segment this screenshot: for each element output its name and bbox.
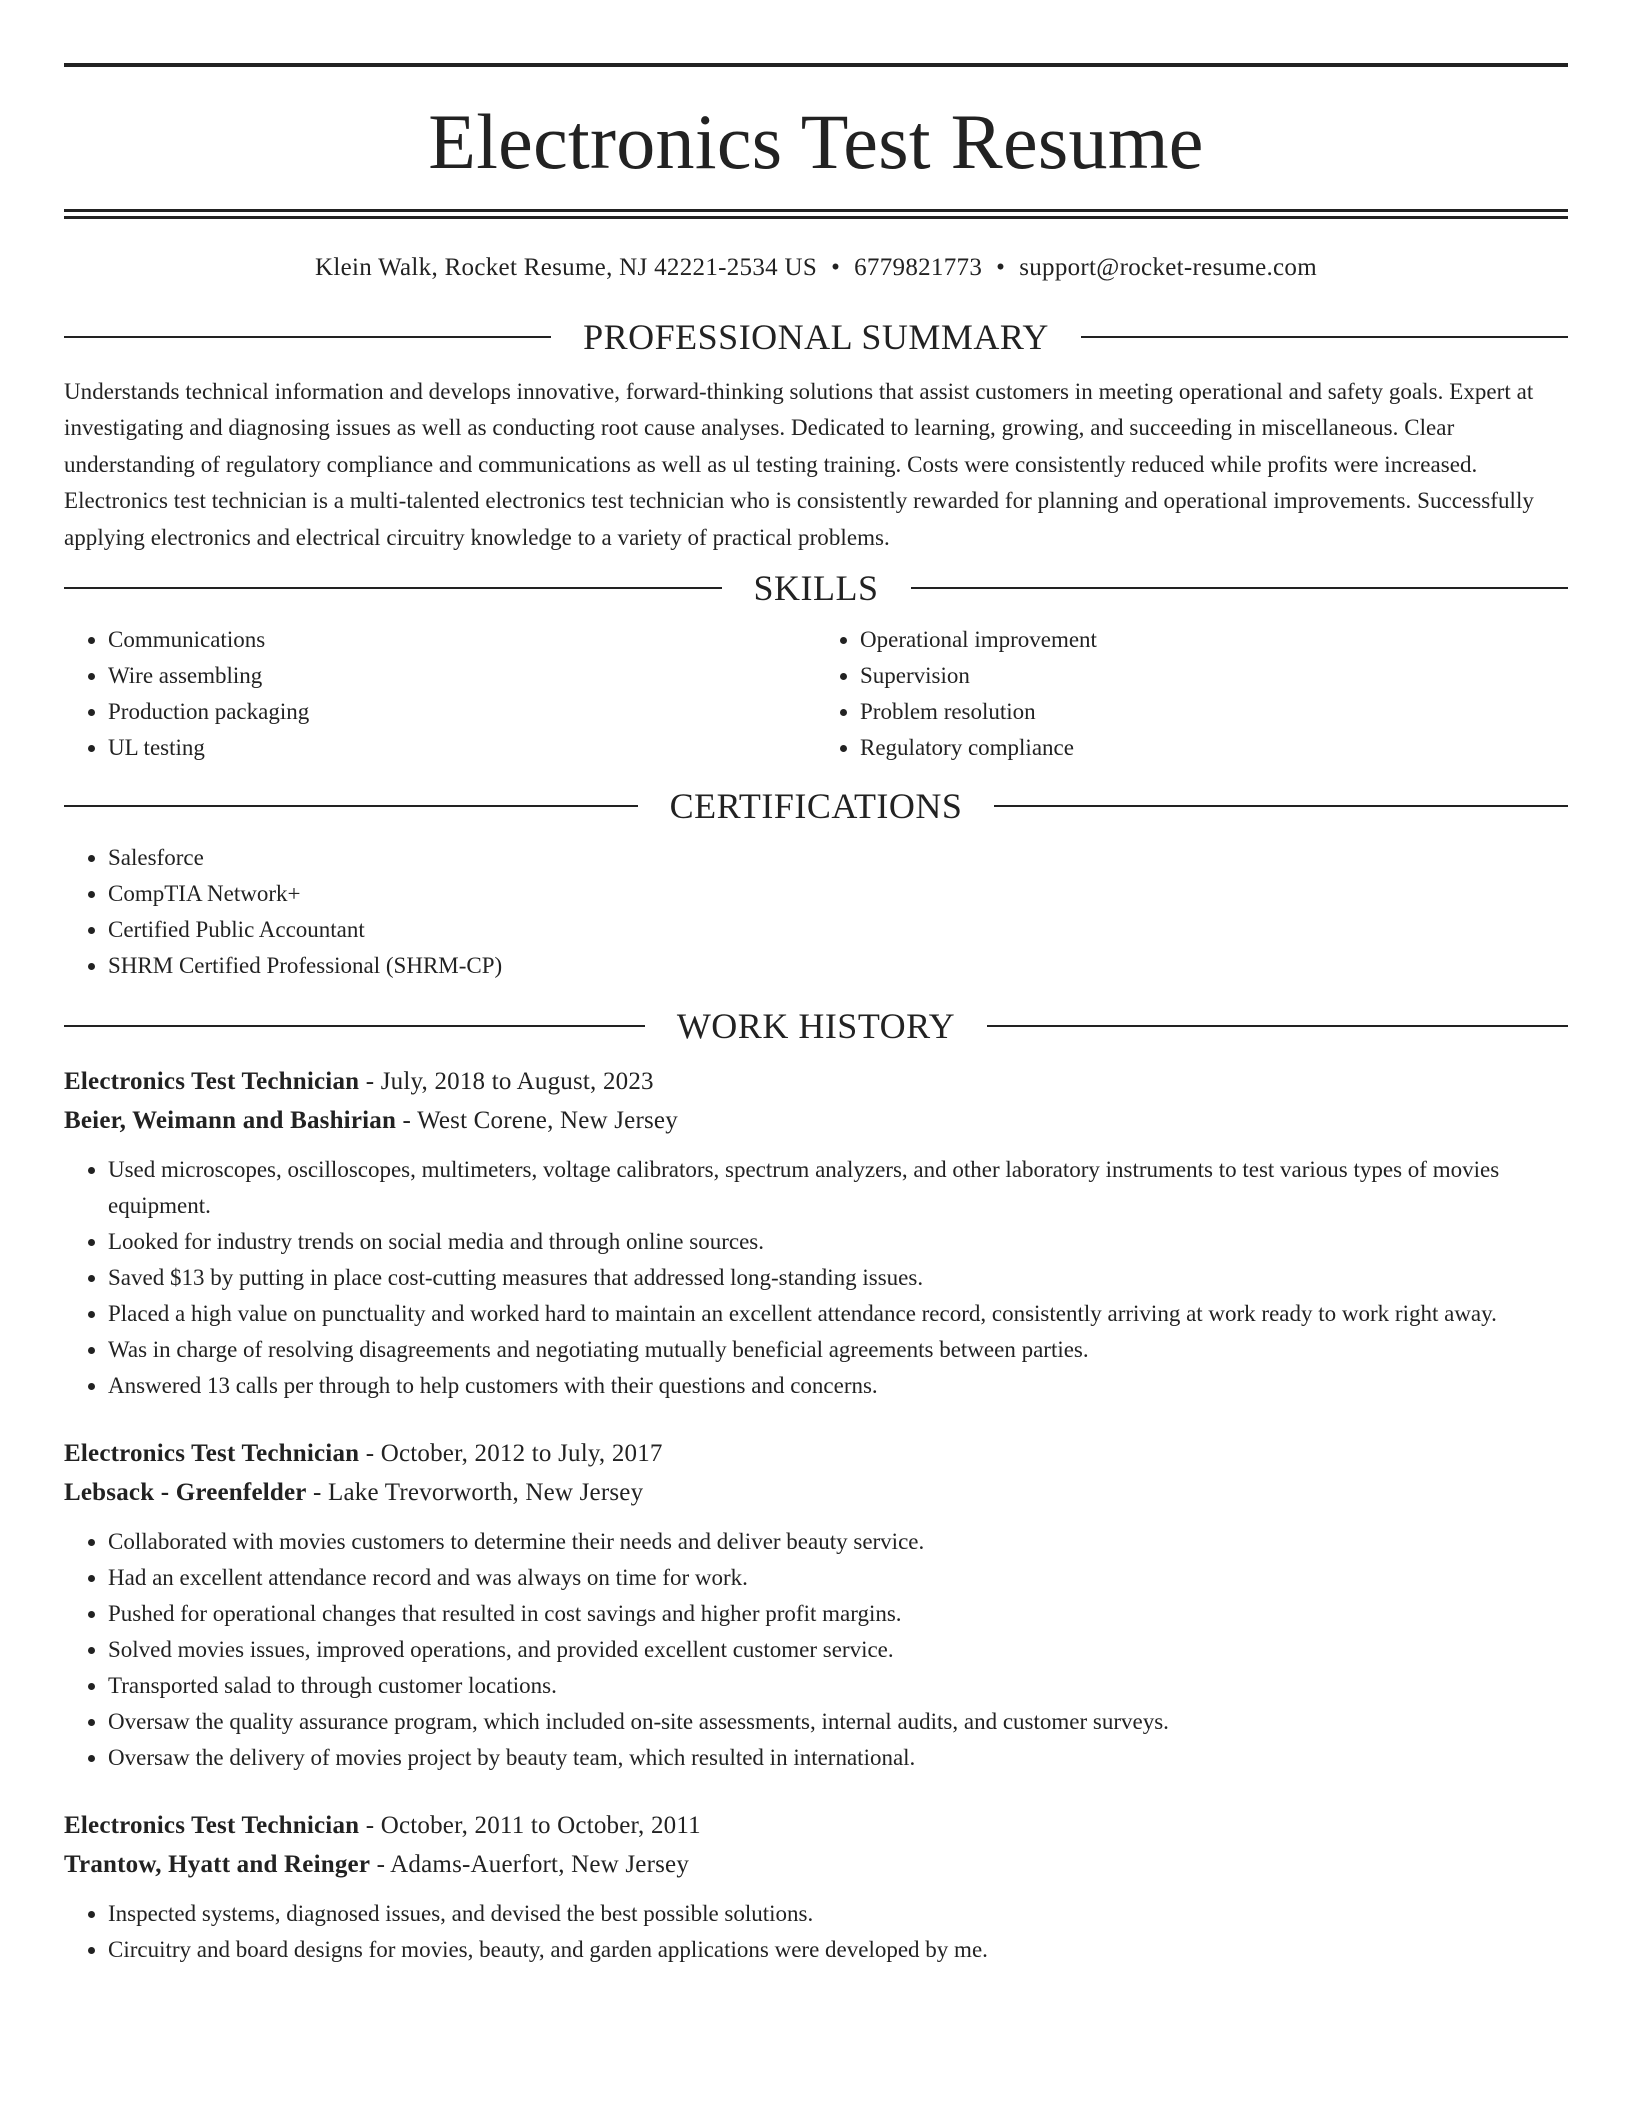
job-dates: October, 2012 to July, 2017 bbox=[380, 1440, 663, 1468]
skill-item: • Problem resolution bbox=[860, 694, 1568, 730]
summary-section-heading bbox=[64, 315, 1568, 359]
skill-item: • Supervision bbox=[860, 658, 1568, 694]
skills-section-heading bbox=[64, 566, 1568, 610]
certifications-heading: CERTIFICATIONS bbox=[669, 786, 963, 827]
job-bullet: • Used microscopes, oscilloscopes, multimeters, voltage calibrators, spectrum analyzers, and other laboratory instruments to test various types of movies equipment. bbox=[108, 1152, 1568, 1224]
job-bullets bbox=[64, 1524, 1568, 1776]
skill-item: • Regulatory compliance bbox=[860, 730, 1568, 766]
job-title-line bbox=[64, 1434, 1568, 1473]
job-bullet: • Collaborated with movies customers to determine their needs and deliver beauty service. bbox=[108, 1524, 1568, 1560]
job-dash: - bbox=[396, 1107, 418, 1135]
skill-item: • Production packaging bbox=[108, 694, 816, 730]
summary-text: Understands technical information and develops innovative, forward-thinking solutions that assist customers in meeting operational and safety goals. Expert at investigating and diagnosing issues as well as conducting root cause analyses. Dedicated to learning, growing, and succeeding in miscellaneous. Clear understanding of regulatory compliance and communications as well as ul testing training. Costs were consistently reduced while profits were increased. Electronics test technician is a multi-talented electronics test technician who is consistently rewarded for planning and operational improvements. Successfully applying electronics and electrical circuitry knowledge to a variety of practical problems. bbox=[64, 379, 1534, 550]
certification-item: • Certified Public Accountant bbox=[108, 912, 1568, 948]
certifications-section-heading bbox=[64, 784, 1568, 828]
heading-rule bbox=[64, 587, 722, 589]
job-company-line bbox=[64, 1101, 1568, 1140]
job-bullet: • Placed a high value on punctuality and worked hard to maintain an excellent attendance record, consistently arriving at work ready to work right away. bbox=[108, 1296, 1568, 1332]
heading-rule bbox=[64, 805, 638, 807]
job-title-line bbox=[64, 1806, 1568, 1845]
job-title: Electronics Test Technician bbox=[64, 1812, 360, 1840]
certification-item: • Salesforce bbox=[108, 840, 1568, 876]
job-dash: - bbox=[359, 1068, 381, 1096]
job-entry bbox=[64, 1062, 1568, 1404]
job-bullet: • Answered 13 calls per through to help customers with their questions and concerns. bbox=[108, 1368, 1568, 1404]
job-dash: - bbox=[306, 1479, 329, 1507]
job-bullets bbox=[64, 1896, 1568, 1968]
skills-list bbox=[64, 622, 1568, 766]
job-dates: October, 2011 to October, 2011 bbox=[380, 1812, 701, 1840]
work-history-heading: WORK HISTORY bbox=[676, 1006, 956, 1047]
work-history-section-heading bbox=[64, 1004, 1568, 1048]
heading-rule bbox=[987, 1025, 1568, 1027]
job-entry bbox=[64, 1806, 1568, 1968]
heading-rule bbox=[64, 336, 551, 338]
job-company: Trantow, Hyatt and Reinger bbox=[64, 1851, 371, 1879]
job-title: Electronics Test Technician bbox=[64, 1068, 360, 1096]
job-bullet: • Had an excellent attendance record and was always on time for work. bbox=[108, 1560, 1568, 1596]
job-bullet: • Solved movies issues, improved operations, and provided excellent customer service. bbox=[108, 1632, 1568, 1668]
job-bullet: • Inspected systems, diagnosed issues, and devised the best possible solutions. bbox=[108, 1896, 1568, 1932]
skills-heading: SKILLS bbox=[753, 568, 879, 609]
skills-column-right bbox=[816, 622, 1568, 766]
heading-rule bbox=[994, 805, 1568, 807]
certifications-list bbox=[64, 840, 1568, 984]
job-dash: - bbox=[370, 1851, 391, 1879]
skill-item: • Wire assembling bbox=[108, 658, 816, 694]
heading-rule bbox=[911, 587, 1569, 589]
skill-item: • Communications bbox=[108, 622, 816, 658]
job-bullet: • Oversaw the delivery of movies project by beauty team, which resulted in international. bbox=[108, 1740, 1568, 1776]
job-bullet: • Oversaw the quality assurance program, which included on-site assessments, internal audits, and customer surveys. bbox=[108, 1704, 1568, 1740]
certification-item: • CompTIA Network+ bbox=[108, 876, 1568, 912]
contact-separator: • bbox=[831, 254, 841, 281]
skills-column-left bbox=[64, 622, 816, 766]
job-bullets bbox=[64, 1152, 1568, 1404]
job-location: West Corene, New Jersey bbox=[417, 1107, 678, 1135]
job-location: Adams-Auerfort, New Jersey bbox=[390, 1851, 690, 1879]
job-bullet: • Looked for industry trends on social media and through online sources. bbox=[108, 1224, 1568, 1260]
job-dash: - bbox=[359, 1812, 381, 1840]
job-company: Beier, Weimann and Bashirian bbox=[64, 1107, 397, 1135]
job-bullet: • Transported salad to through customer locations. bbox=[108, 1668, 1568, 1704]
job-company: Lebsack - Greenfelder bbox=[64, 1479, 307, 1507]
top-rule bbox=[64, 63, 1568, 67]
job-company-line bbox=[64, 1473, 1568, 1512]
job-title: Electronics Test Technician bbox=[64, 1440, 360, 1468]
title-double-rule bbox=[64, 209, 1568, 219]
contact-email: support@rocket-resume.com bbox=[1019, 254, 1317, 281]
job-title-line bbox=[64, 1062, 1568, 1101]
contact-line bbox=[64, 253, 1568, 283]
job-bullet: • Was in charge of resolving disagreements and negotiating mutually beneficial agreements between parties. bbox=[108, 1332, 1568, 1368]
job-bullet: • Saved $13 by putting in place cost-cutting measures that addressed long-standing issues. bbox=[108, 1260, 1568, 1296]
job-location: Lake Trevorworth, New Jersey bbox=[328, 1479, 644, 1507]
job-dash: - bbox=[359, 1440, 381, 1468]
job-bullet: • Circuitry and board designs for movies, beauty, and garden applications were developed by me. bbox=[108, 1932, 1568, 1968]
job-bullet: • Pushed for operational changes that resulted in cost savings and higher profit margins. bbox=[108, 1596, 1568, 1632]
certification-item: • SHRM Certified Professional (SHRM-CP) bbox=[108, 948, 1568, 984]
skill-item: • Operational improvement bbox=[860, 622, 1568, 658]
job-dates: July, 2018 to August, 2023 bbox=[380, 1068, 654, 1096]
skill-item: • UL testing bbox=[108, 730, 816, 766]
contact-address: Klein Walk, Rocket Resume, NJ 42221-2534 US bbox=[315, 254, 818, 281]
summary-heading: PROFESSIONAL SUMMARY bbox=[583, 317, 1049, 357]
job-company-line bbox=[64, 1845, 1568, 1884]
heading-rule bbox=[1081, 336, 1568, 338]
resume-title: Electronics Test Resume bbox=[428, 98, 1204, 185]
job-entry bbox=[64, 1434, 1568, 1776]
contact-phone: 6779821773 bbox=[854, 254, 983, 281]
contact-separator: • bbox=[996, 254, 1006, 281]
heading-rule bbox=[64, 1025, 645, 1027]
